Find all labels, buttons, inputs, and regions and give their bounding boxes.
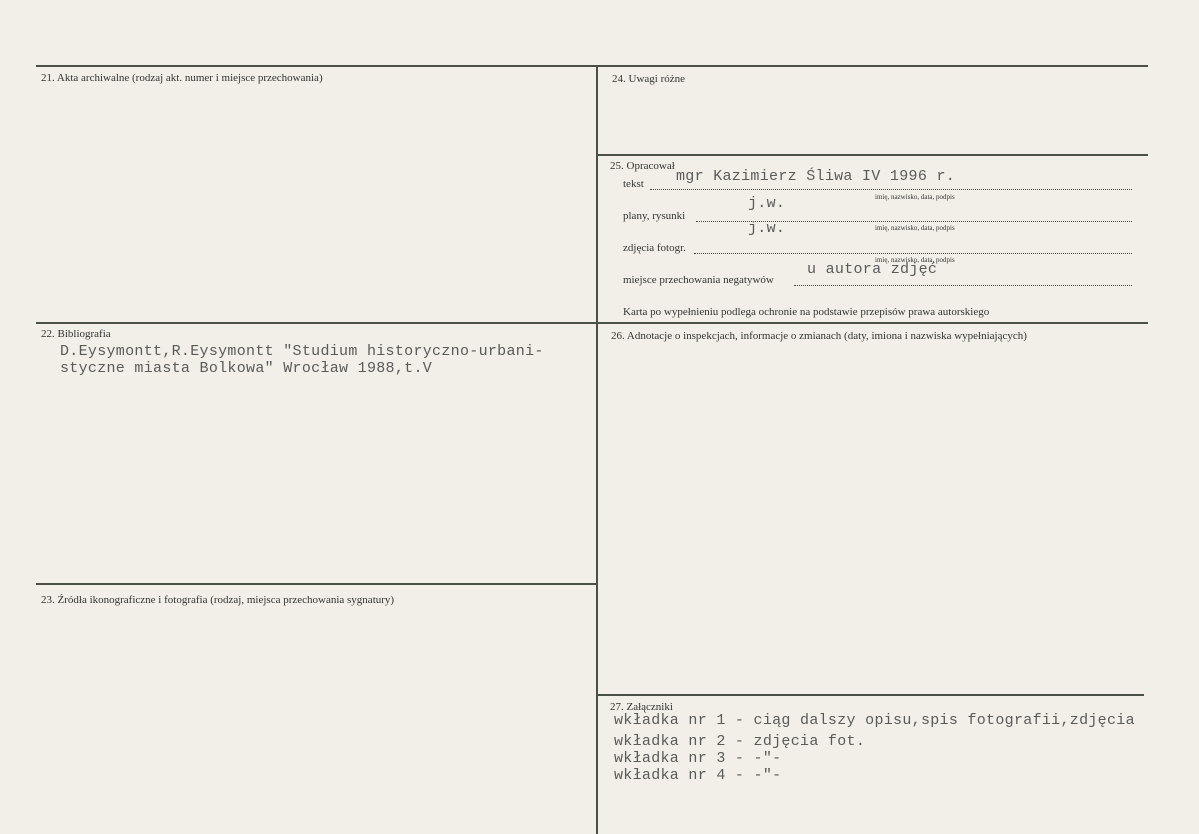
tekst-value: mgr Kazimierz Śliwa IV 1996 r. xyxy=(676,168,956,185)
section-27-label: 27. Załączniki xyxy=(610,701,673,713)
zdjecia-hint: imię, nazwisko, data, podpis xyxy=(875,256,955,264)
attachment-item: wkładka nr 1 - ciąg dalszy opisu,spis fotografii,zdjęcia xyxy=(614,712,1135,729)
top-border xyxy=(36,65,1148,67)
divider-22-23 xyxy=(36,583,598,585)
negatywy-dotted-line xyxy=(794,285,1132,286)
zdjecia-dotted-line xyxy=(694,253,1132,254)
negatywy-value: u autora zdjęć xyxy=(807,261,938,278)
copyright-note: Karta po wypełnieniu podlega ochronie na podstawie przepisów prawa autorskiego xyxy=(623,306,990,318)
section-24-label: 24. Uwagi różne xyxy=(612,73,686,85)
tekst-label: tekst xyxy=(623,178,644,190)
plany-label: plany, rysunki xyxy=(623,210,686,222)
attachment-item: wkładka nr 4 - -"- xyxy=(614,767,782,784)
zdjecia-label: zdjęcia fotogr. xyxy=(623,242,686,254)
plany-value: j.w. xyxy=(748,195,786,212)
divider-24-25 xyxy=(598,154,1148,156)
zdjecia-value: j.w. xyxy=(748,220,786,237)
divider-row2 xyxy=(36,322,1148,324)
bibliography-line-1: D.Eysymontt,R.Eysymontt "Studium historyczno-urbani- xyxy=(60,343,544,360)
section-25-label: 25. Opracował xyxy=(610,160,675,172)
section-26-label: 26. Adnotacje o inspekcjach, informacje o zmianach (daty, imiona i nazwiska wypełniających) xyxy=(611,330,1027,342)
plany-hint: imię, nazwisko, data, podpis xyxy=(875,224,955,232)
attachment-item: wkładka nr 2 - zdjęcia fot. xyxy=(614,733,866,750)
negatywy-label: miejsce przechowania negatywów xyxy=(623,274,774,286)
tekst-dotted-line xyxy=(650,189,1132,190)
divider-26-27 xyxy=(598,694,1144,696)
tekst-hint: imię, nazwisko, data, podpis xyxy=(875,193,955,201)
section-21-label: 21. Akta archiwalne (rodzaj akt. numer i miejsce przechowania) xyxy=(41,72,323,84)
center-divider xyxy=(596,65,598,834)
section-22-label: 22. Bibliografia xyxy=(41,328,111,340)
bibliography-line-2: styczne miasta Bolkowa" Wrocław 1988,t.V xyxy=(60,360,433,377)
section-23-label: 23. Źródła ikonograficzne i fotografia (rodzaj, miejsca przechowania sygnatury) xyxy=(41,594,395,606)
attachment-item: wkładka nr 3 - -"- xyxy=(614,750,782,767)
